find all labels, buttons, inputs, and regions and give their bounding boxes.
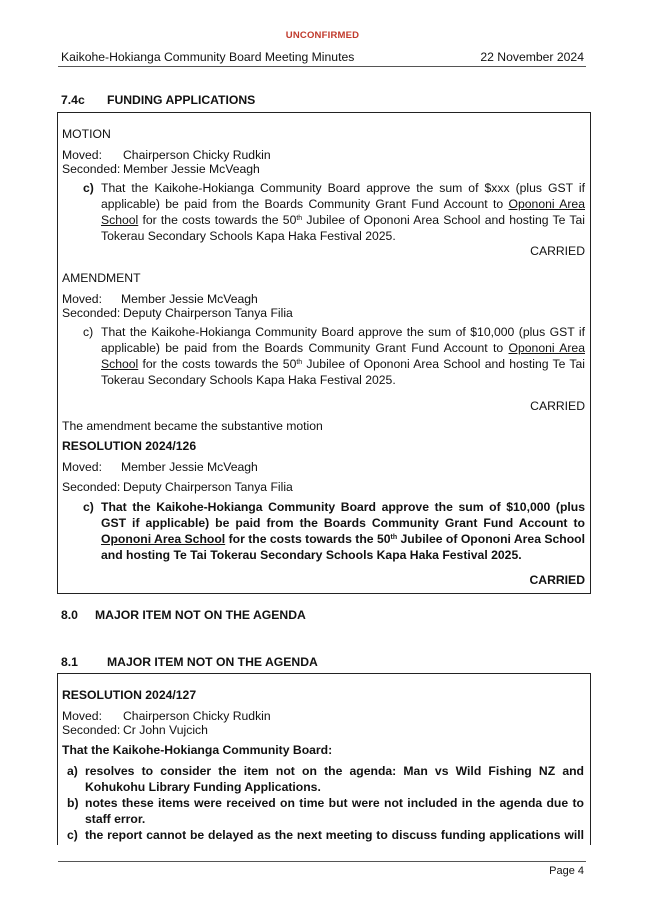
moved-label: Moved: [62,460,102,474]
resolution-intro: That the Kaikohe-Hokianga Community Board: [62,743,333,757]
amendment-result: CARRIED [530,399,585,413]
resolution-seconded [62,723,208,737]
list-item-label: b) [67,796,79,810]
page-number: Page 4 [549,865,584,877]
funding-applications-box [57,112,591,594]
moved-name: Member Jessie McVeagh [121,460,258,474]
section-7-4c-heading [61,93,256,107]
resolution-heading: RESOLUTION 2024/126 [62,439,197,453]
moved-label: Moved: [62,709,102,723]
resolution-item-text: That the Kaikohe-Hokianga Community Board approve the sum of $10,000 (plus GST if applicable) be paid from the Boards Community Grant Fund Account to Opononi Area School for the costs towards the 50th Jubilee of Opononi Area School and hosting Te Tai Tokerau Secondary Schools Kapa Haka Festival 2025. [101,500,585,562]
motion-moved [62,148,271,162]
resolution-heading: RESOLUTION 2024/127 [62,688,197,702]
seconded-name: Member Jessie McVeagh [123,162,260,176]
moved-name: Chairperson Chicky Rudkin [123,148,271,162]
amendment-heading: AMENDMENT [62,271,141,285]
seconded-label: Seconded: [62,723,121,737]
resolution-moved [62,460,258,474]
major-item-resolution-box [57,673,591,845]
amendment-seconded [62,306,293,320]
section-number: 8.0 [61,608,78,622]
meeting-date: 22 November 2024 [480,50,584,64]
seconded-name: Deputy Chairperson Tanya Filia [123,306,293,320]
resolution-result: CARRIED [529,573,585,587]
substantive-note: The amendment became the substantive motion [62,419,323,433]
school-link: Opononi Area School [101,532,226,546]
school-link: Opononi Area School [101,197,585,227]
list-item-label: c) [67,828,78,842]
list-item: notes these items were received on time but were not included in the agenda due to staff error. [85,796,584,826]
seconded-label: Seconded: [62,162,121,176]
motion-heading: MOTION [62,127,111,141]
seconded-name: Cr John Vujcich [123,723,208,737]
resolution-item-label: c) [83,500,94,514]
seconded-label: Seconded: [62,306,121,320]
moved-label: Moved: [62,292,102,306]
section-8-1-heading [61,655,318,669]
moved-name: Chairperson Chicky Rudkin [123,709,271,723]
moved-name: Member Jessie McVeagh [121,292,258,306]
header-divider [58,66,586,67]
amendment-item-label: c) [83,325,94,339]
moved-label: Moved: [62,148,102,162]
list-item: the report cannot be delayed as the next meeting to discuss funding applications will [85,828,584,842]
motion-item-text: That the Kaikohe-Hokianga Community Board approve the sum of $xxx (plus GST if applicable) be paid from the Boards Community Grant Fund Account to Opononi Area School for the costs towards the 50th Jubilee of Opononi Area School and hosting Te Tai Tokerau Secondary Schools Kapa Haka Festival 2025. [101,181,585,243]
list-item: resolves to consider the item not on the agenda: Man vs Wild Fishing NZ and Kohukohu Library Funding Applications. [85,764,584,794]
resolution-moved [62,709,271,723]
motion-result: CARRIED [530,244,585,258]
school-link: Opononi Area School [101,341,585,371]
seconded-name: Deputy Chairperson Tanya Filia [123,480,293,494]
section-number: 8.1 [61,655,78,669]
footer-divider [58,861,586,862]
document-title: Kaikohe-Hokianga Community Board Meeting Minutes [61,50,355,64]
amendment-item-text: That the Kaikohe-Hokianga Community Board approve the sum of $10,000 (plus GST if applicable) be paid from the Boards Community Grant Fund Account to Opononi Area School for the costs towards the 50th Jubilee of Opononi Area School and hosting Te Tai Tokerau Secondary Schools Kapa Haka Festival 2025. [101,325,585,387]
section-number: 7.4c [61,93,85,107]
section-8-0-heading [61,608,306,622]
section-title: MAJOR ITEM NOT ON THE AGENDA [107,655,318,669]
resolution-seconded [62,480,293,494]
list-item-label: a) [67,764,78,778]
motion-seconded [62,162,260,176]
motion-item-label: c) [83,181,94,195]
unconfirmed-label: UNCONFIRMED [285,30,360,41]
amendment-moved [62,292,258,306]
seconded-label: Seconded: [62,480,121,494]
section-title: FUNDING APPLICATIONS [107,93,256,107]
section-title: MAJOR ITEM NOT ON THE AGENDA [95,608,306,622]
